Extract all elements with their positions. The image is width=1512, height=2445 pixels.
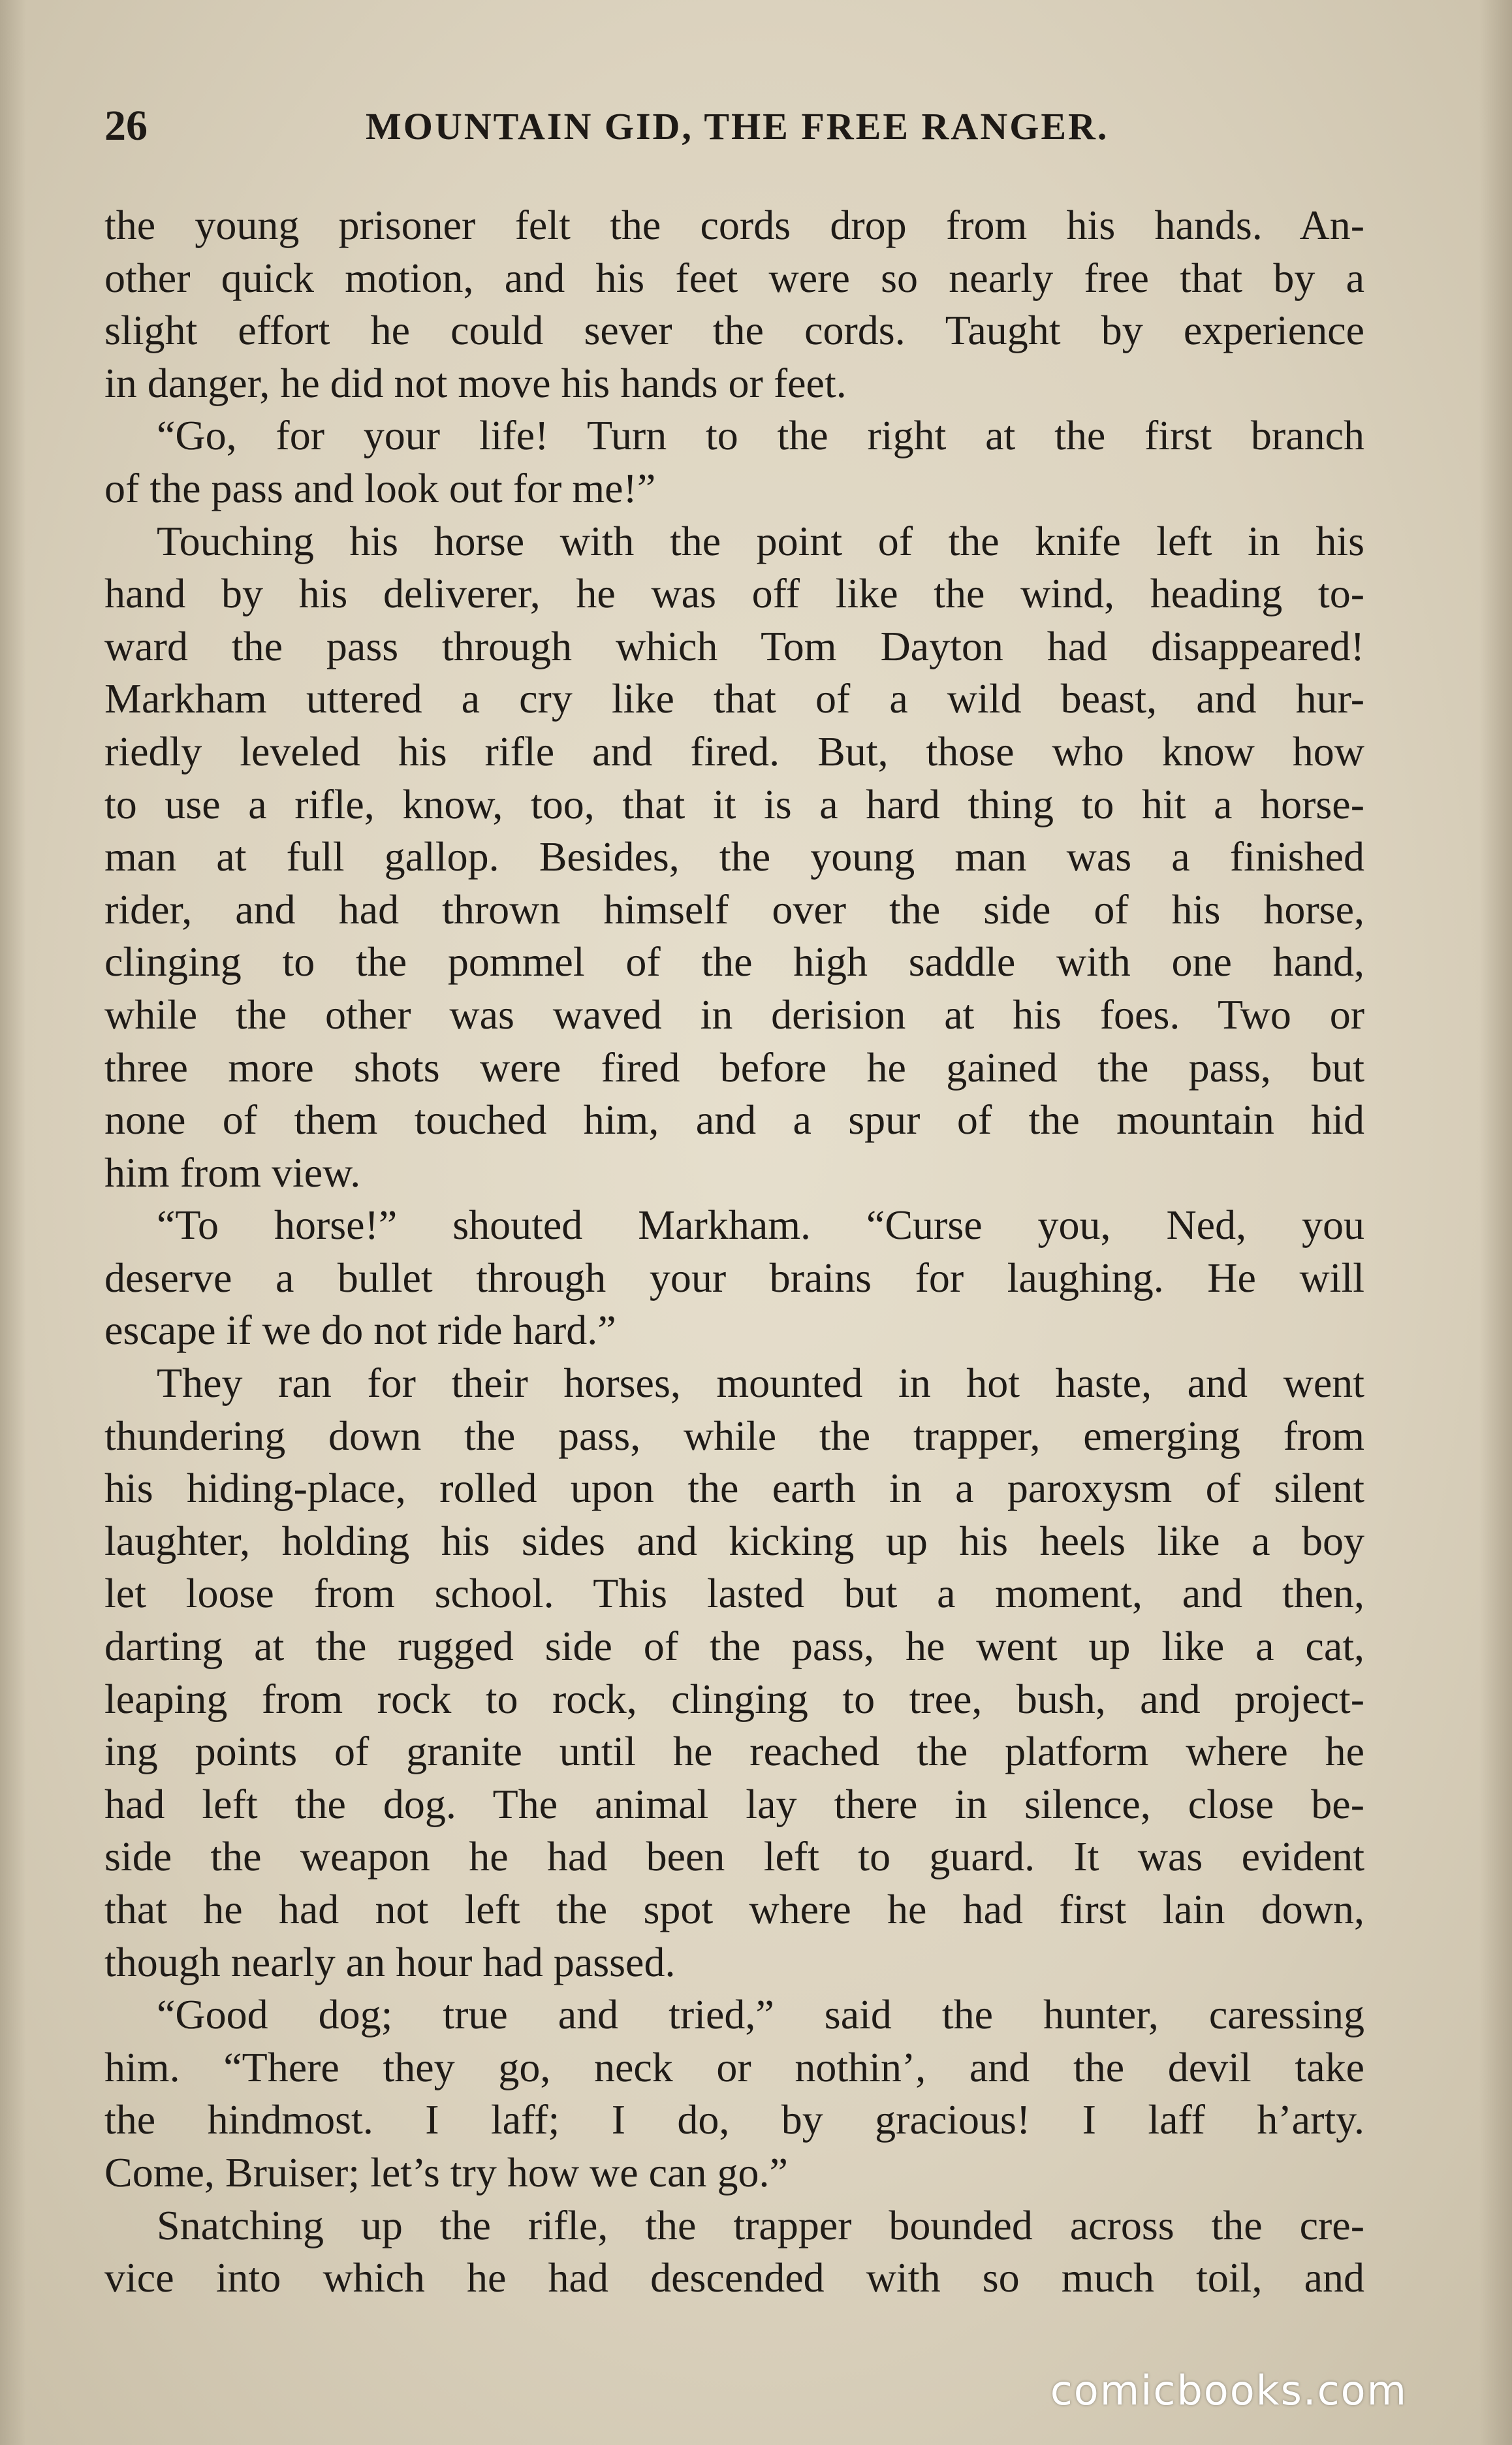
text-line: deserve a bullet through your brains for laughing. He will xyxy=(104,1254,1364,1301)
text-line: Come, Bruiser; let’s try how we can go.” xyxy=(104,2149,788,2196)
text-line: him from view. xyxy=(104,1149,361,1196)
text-line: thundering down the pass, while the trapper, emerging from xyxy=(104,1412,1364,1459)
text-line: man at full gallop. Besides, the young man was a finished xyxy=(104,833,1364,880)
text-line: in danger, he did not move his hands or feet. xyxy=(104,359,847,406)
text-line: hand by his deliverer, he was off like the wind, heading to- xyxy=(104,570,1364,617)
text-line: his hiding-place, rolled upon the earth in a paroxysm of silent xyxy=(104,1465,1364,1512)
text-line: the young prisoner felt the cords drop from his hands. An- xyxy=(104,202,1364,248)
text-line: none of them touched him, and a spur of the mountain hid xyxy=(104,1096,1364,1143)
text-line: side the weapon he had been left to guard. It was evident xyxy=(104,1833,1364,1880)
text-line: him. “There they go, neck or nothin’, and the devil take xyxy=(104,2043,1364,2090)
text-line: ward the pass through which Tom Dayton had disappeared! xyxy=(104,622,1364,669)
page-edge-left xyxy=(0,0,26,2445)
body-text xyxy=(104,199,1364,2305)
text-line: other quick motion, and his feet were so nearly free that by a xyxy=(104,254,1364,301)
text-line: “To horse!” shouted Markham. “Curse you, Ned, you xyxy=(157,1202,1364,1249)
text-line: darting at the rugged side of the pass, he went up like a cat, xyxy=(104,1623,1364,1670)
text-line: that he had not left the spot where he had first lain down, xyxy=(104,1886,1364,1932)
text-line: They ran for their horses, mounted in hot haste, and went xyxy=(157,1360,1364,1407)
text-line: “Go, for your life! Turn to the right at the first branch xyxy=(157,412,1364,459)
text-line: Markham uttered a cry like that of a wild beast, and hur- xyxy=(104,675,1364,722)
text-line: riedly leveled his rifle and fired. But, those who know how xyxy=(104,727,1364,775)
text-line: of the pass and look out for me!” xyxy=(104,464,656,511)
text-line: Touching his horse with the point of the knife left in his xyxy=(157,517,1364,564)
page-number: 26 xyxy=(104,102,148,150)
text-line: escape if we do not ride hard.” xyxy=(104,1307,616,1354)
text-line: leaping from rock to rock, clinging to tree, bush, and project- xyxy=(104,1675,1364,1722)
text-line: let loose from school. This lasted but a moment, and then, xyxy=(104,1570,1364,1617)
text-line: ing points of granite until he reached the platform where he xyxy=(104,1728,1364,1775)
text-line: though nearly an hour had passed. xyxy=(104,1938,676,1985)
text-line: slight effort he could sever the cords. Taught by experience xyxy=(104,307,1364,354)
text-line: Snatching up the rifle, the trapper bounded across the cre- xyxy=(157,2201,1364,2248)
running-title: MOUNTAIN GID, THE FREE RANGER. xyxy=(366,105,1109,148)
text-line: three more shots were fired before he gained the pass, but xyxy=(104,1044,1364,1091)
page-edge-right xyxy=(1479,0,1512,2445)
watermark: comicbooks.com xyxy=(1050,2367,1408,2414)
text-line: had left the dog. The animal lay there in silence, close be- xyxy=(104,1780,1364,1827)
text-line: rider, and had thrown himself over the side of his horse, xyxy=(104,886,1364,933)
running-head xyxy=(104,97,1371,155)
text-line: while the other was waved in derision at his foes. Two or xyxy=(104,991,1364,1038)
text-line: “Good dog; true and tried,” said the hunter, caressing xyxy=(157,1991,1364,2038)
text-line: the hindmost. I laff; I do, by gracious! I laff h’arty. xyxy=(104,2096,1364,2143)
text-line: to use a rifle, know, too, that it is a hard thing to hit a horse- xyxy=(104,780,1364,827)
text-line: clinging to the pommel of the high saddle with one hand, xyxy=(104,938,1364,985)
text-line: vice into which he had descended with so much toil, and xyxy=(104,2254,1364,2301)
text-line: laughter, holding his sides and kicking up his heels like a boy xyxy=(104,1517,1364,1564)
